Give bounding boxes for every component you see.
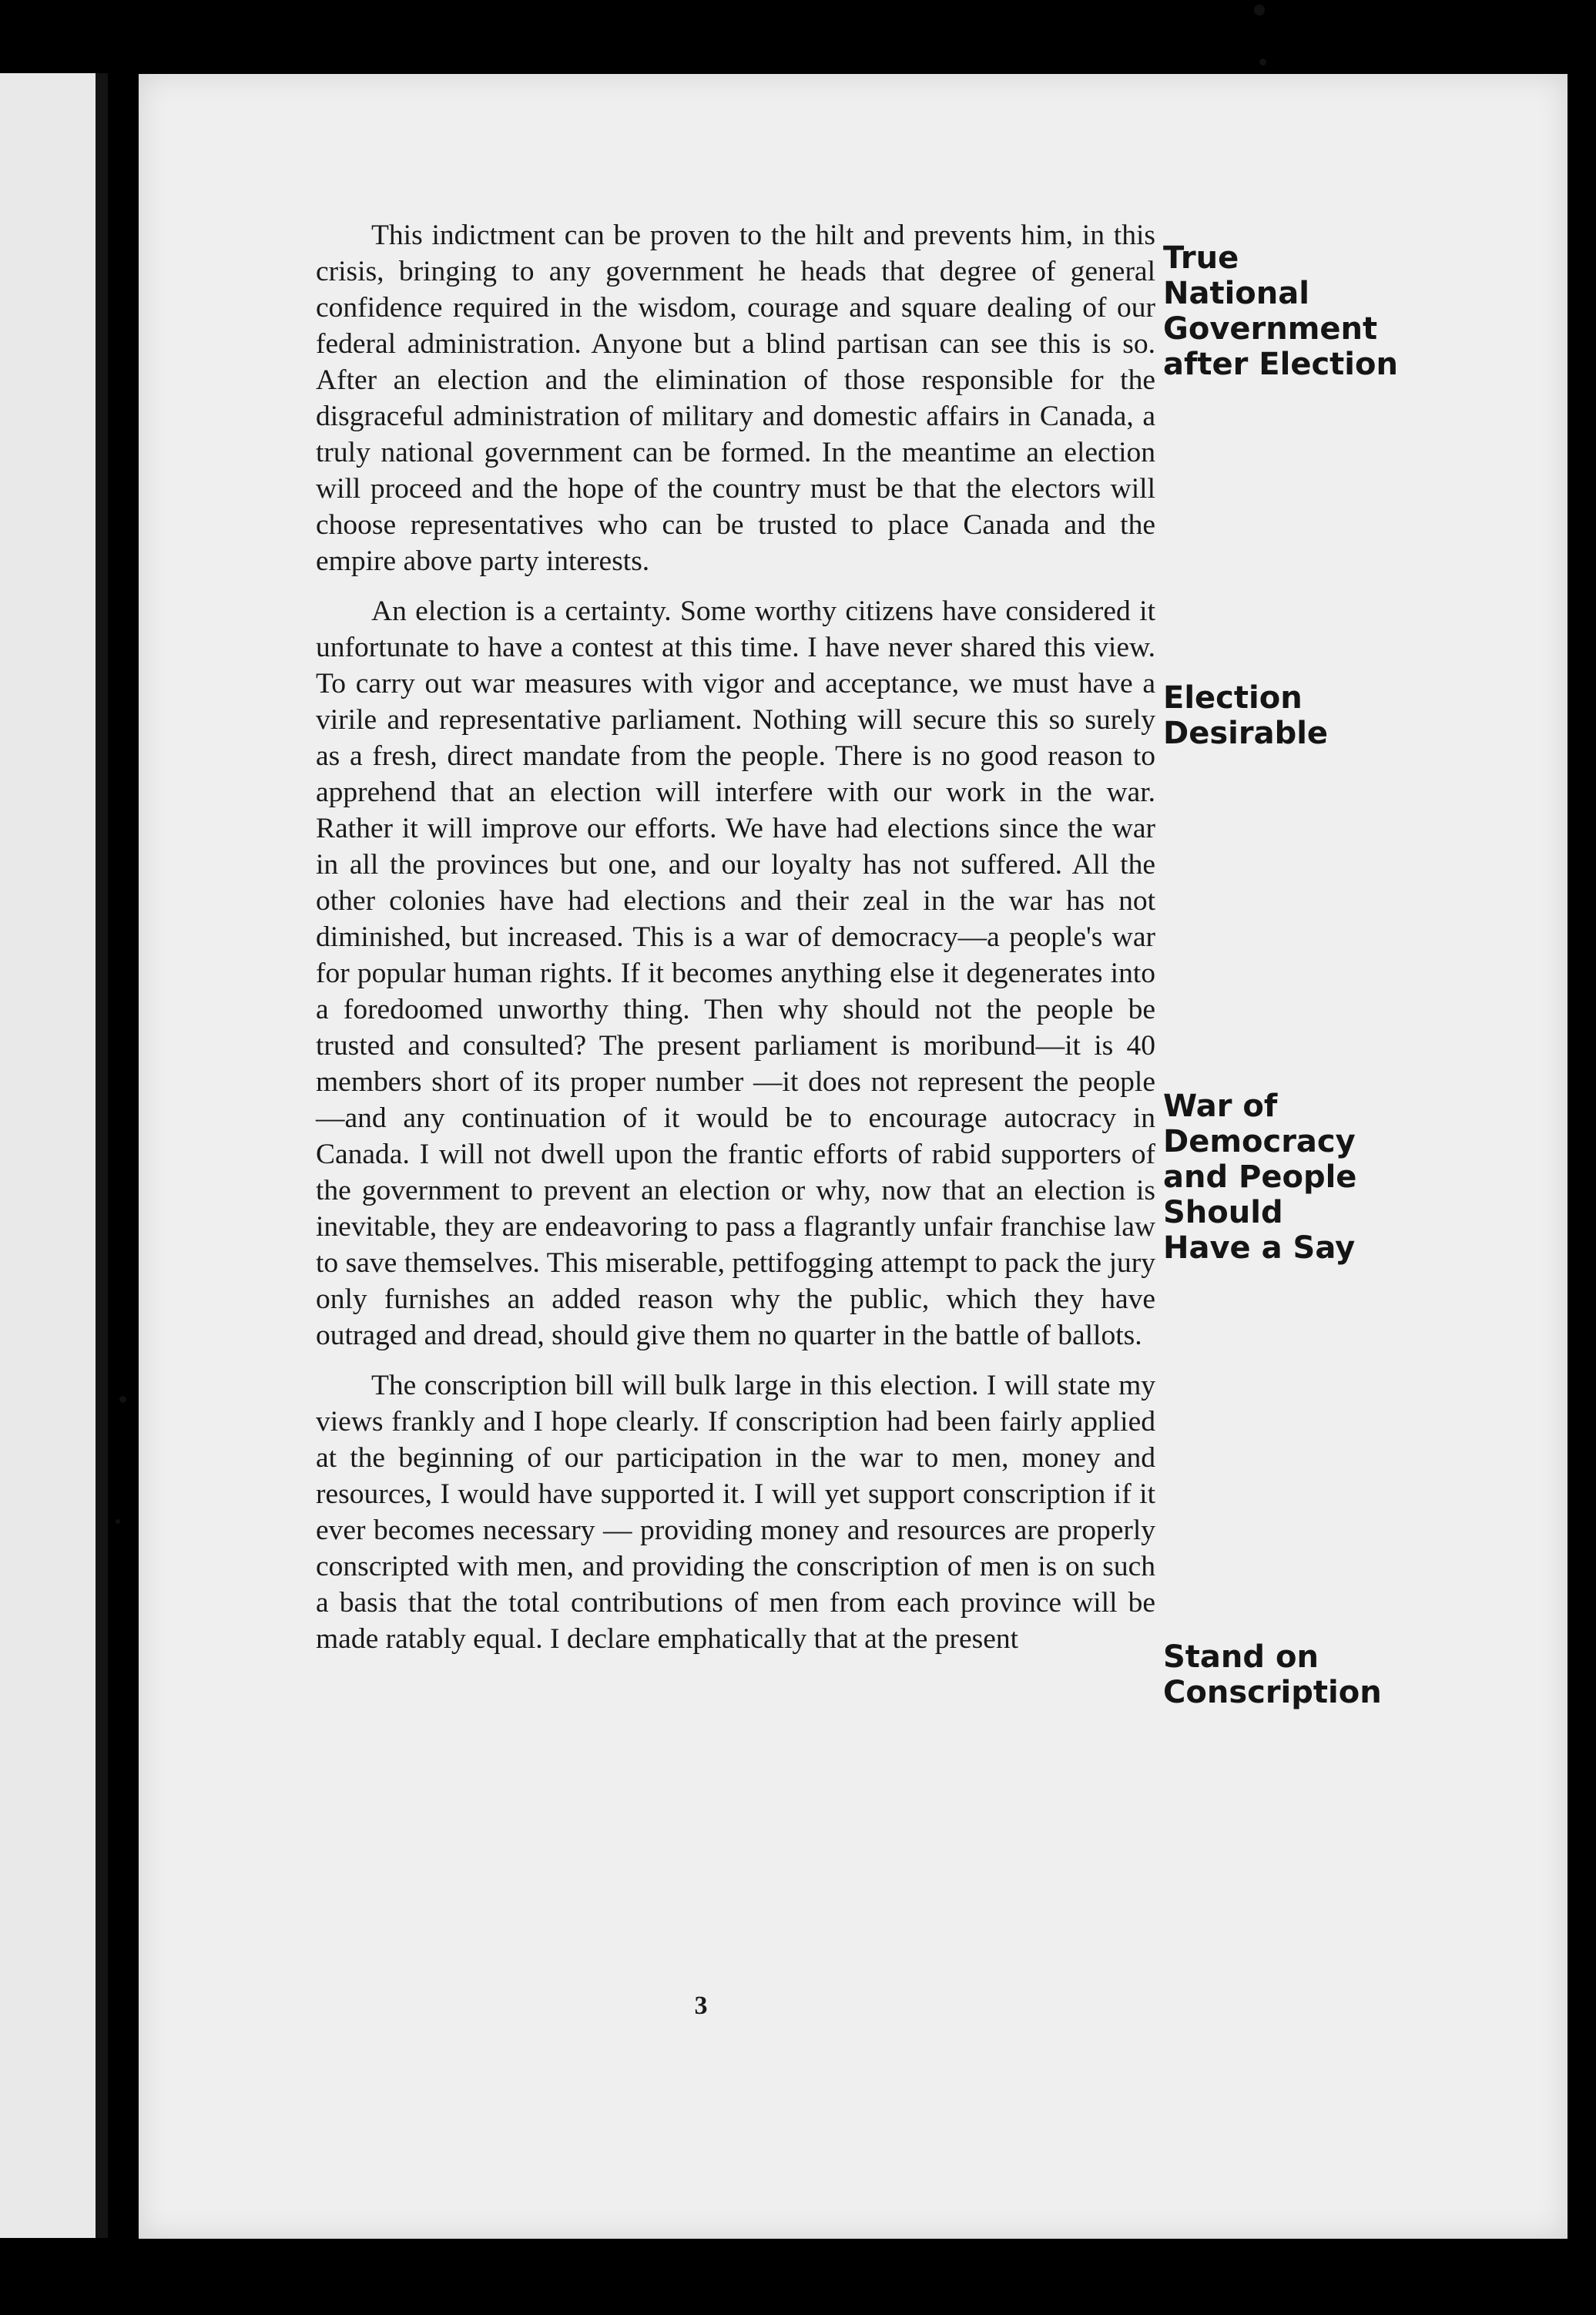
sidenote-stand-on-conscription: Stand on Conscription (1163, 1639, 1382, 1710)
paragraph: This indictment can be proven to the hilt and prevents him, in this crisis, bringing to any government he heads that degree of general confidence required in the wisdom, courage and square dealing of our federal administration. Anyone but a blind partisan can see this is so. After an election and the elimination of those responsible for the disgraceful administration of military and domestic affairs in Canada, a truly national government can be formed. In the meantime an election will proceed and the hope of the country must be that the electors will choose representatives who can be trusted to place Canada and the empire above party interests. (316, 220, 1155, 577)
page-spine (96, 73, 108, 2238)
paragraph: An election is a certainty. Some worthy citizens have considered it unfortunate to have a contest at this time. I have never shared this view. To carry out war measures with vigor and acceptance, we must have a virile and representative parliament. Nothing will secure this so surely as a fresh, direct mandate from the people. There is no good reason to apprehend that an election will interfere with our work in the war. Rather it will improve our efforts. We have had elections since the war in all the provinces but one, and our loyalty has not suffered. All the other colonies have had elections and their zeal in the war has not diminished, but increased. This is a war of democracy—a people's war for popular human rights. If it becomes anything else it degenerates into a foredoomed unworthy thing. Then why should not the people be trusted and consulted? The present parliament is moribund—it is 40 members short of its proper number —it does not represent the people—and any continuation of it would be to encourage autocracy in Canada. I will not dwell upon the frantic efforts of rabid supporters of the government to prevent an election or why, now that an election is inevitable, they are endeavoring to pass a flagrantly unfair franchise law to save themselves. This miserable, pettifogging attempt to pack the jury only furnishes an added reason why the public, which they have outraged and dread, should give them no quarter in the battle of ballots. (316, 596, 1155, 1351)
scan-bottom-border (0, 2238, 1596, 2315)
scan-speck (119, 1396, 126, 1403)
sidenote-war-of-democracy: War of Democracy and People Should Have a Say (1163, 1089, 1357, 1266)
facing-page-edge (0, 73, 96, 2296)
scan-speck (116, 1519, 120, 1524)
scan-top-border (0, 0, 1596, 73)
sidenote-election-desirable: Election Desirable (1163, 680, 1329, 751)
body-text (316, 217, 1155, 1671)
sidenote-national-government: True National Government after Election (1163, 240, 1398, 382)
scan-speck (1254, 5, 1265, 15)
scan-speck (1259, 59, 1266, 65)
paragraph: The conscription bill will bulk large in this election. I will state my views frankly and I hope clearly. If conscription had been fairly applied at the beginning of our participation in the war to men, money and resources, I would have supported it. I will yet support conscription if it ever becomes necessary — providing money and resources are properly conscripted with men, and providing the conscription of men is on such a basis that the total contributions of men from each province will be made ratably equal. I declare emphatically that at the present (316, 1370, 1155, 1655)
scan-right-border (1568, 73, 1596, 2238)
page-number: 3 (694, 1991, 708, 2020)
